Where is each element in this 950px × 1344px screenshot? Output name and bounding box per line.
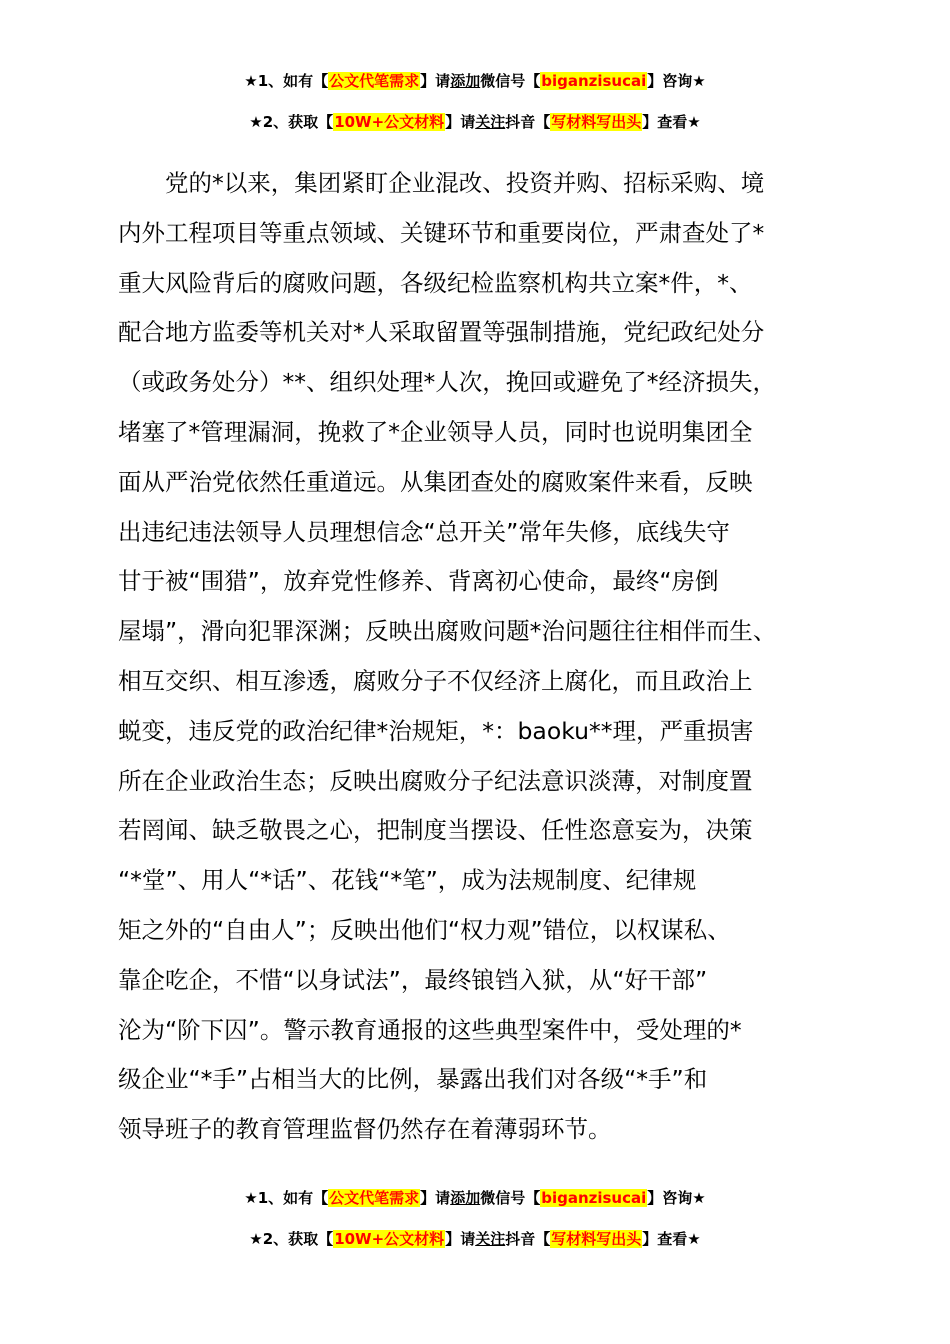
paragraph-line: 蜕变，违反党的政治纪律*治规矩，*：baoku**理，严重损害 [118,716,754,745]
paragraph-line: 出违纪违法领导人员理想信念“总开关”常年失修，底线失守 [118,517,730,546]
paragraph-line: 屋塌”，滑向犯罪深渊；反映出腐败问题*治问题往往相伴而生、 [118,617,777,646]
banner-text: ★1、如有【 [244,1189,329,1207]
banner-highlight: 10W+公文材料 [334,1230,445,1248]
banner-text: 】咨询★ [647,1189,706,1207]
banner-highlight: 公文代笔需求 [329,72,420,90]
paragraph-line: 党的*以来，集团紧盯企业混改、投资并购、招标采购、境 [118,169,765,197]
banner-highlight-douyin-id: 写材料写出头 [551,1230,642,1248]
banner-text: 】查看★ [642,1230,701,1248]
paragraph-line: “*堂”、用人“*话”、花钱“*笔”，成为法规制度、纪律规 [118,866,697,895]
paragraph-line: 配合地方监委等机关对*人采取留置等强制措施，党纪政纪处分 [118,318,765,347]
banner-text: ★2、获取【 [249,113,334,131]
paragraph-line: （或政务处分）**、组织处理*人次，挽回或避免了*经济损失， [118,368,776,397]
paragraph-line: 矩之外的“自由人”；反映出他们“权力观”错位，以权谋私、 [118,915,731,944]
banner-highlight-wechat-id: biganzisucai [541,1189,647,1207]
banner-underlined-text: 关注 [475,1230,506,1248]
banner-text: ★2、获取【 [249,1230,334,1248]
paragraph-line: 级企业“*手”占相当大的比例，暴露出我们对各级“*手”和 [118,1065,708,1094]
banner-highlight-wechat-id: biganzisucai [541,72,647,90]
banner-highlight: 10W+公文材料 [334,113,445,131]
banner-text: 】咨询★ [647,72,706,90]
banner-underlined-text: 添加 [450,1189,481,1207]
banner-text: 】请 [420,72,451,90]
banner-text: ★1、如有【 [244,72,329,90]
banner-text: 抖音【 [505,1230,551,1248]
body-paragraph [118,159,838,1155]
banner-highlight-douyin-id: 写材料写出头 [551,113,642,131]
banner-text: 微信号【 [480,72,541,90]
paragraph-line: 内外工程项目等重点领域、关键环节和重要岗位，严肃查处了* [118,218,765,247]
banner-highlight: 公文代笔需求 [329,1189,420,1207]
paragraph-line: 堵塞了*管理漏洞，挽救了*企业领导人员，同时也说明集团全 [118,417,753,446]
banner-underlined-text: 添加 [450,72,481,90]
paragraph-line: 若罔闻、缺乏敬畏之心，把制度当摆设、任性恣意妄为，决策 [118,816,753,845]
paragraph-line: 领导班子的教育管理监督仍然存在着薄弱环节。 [118,1115,612,1144]
banner-text: 】查看★ [642,113,701,131]
banner-underlined-text: 关注 [475,113,506,131]
paragraph-line: 相互交织、相互渗透，腐败分子不仅经济上腐化，而且政治上 [118,666,753,695]
banner-text: 】请 [420,1189,451,1207]
paragraph-line: 重大风险背后的腐败问题，各级纪检监察机构共立案*件，*、 [118,268,753,297]
banner-text: 微信号【 [480,1189,541,1207]
banner-text: 抖音【 [505,113,551,131]
bottom-banner-line-2 [0,1227,950,1251]
banner-text: 】请 [445,113,476,131]
top-banner-line-2 [0,110,950,134]
bottom-banner-line-1 [0,1186,950,1210]
paragraph-line: 沦为“阶下囚”。警示教育通报的这些典型案件中，受处理的* [118,1015,742,1044]
top-banner-line-1 [0,69,950,93]
paragraph-line: 靠企吃企，不惜“以身试法”，最终锒铛入狱，从“好干部” [118,965,708,994]
paragraph-line: 所在企业政治生态；反映出腐败分子纪法意识淡薄，对制度置 [118,766,753,795]
banner-text: 】请 [445,1230,476,1248]
paragraph-line: 面从严治党依然任重道远。从集团查处的腐败案件来看，反映 [118,467,753,496]
paragraph-line: 甘于被“围猎”，放弃党性修养、背离初心使命，最终“房倒 [118,567,719,596]
